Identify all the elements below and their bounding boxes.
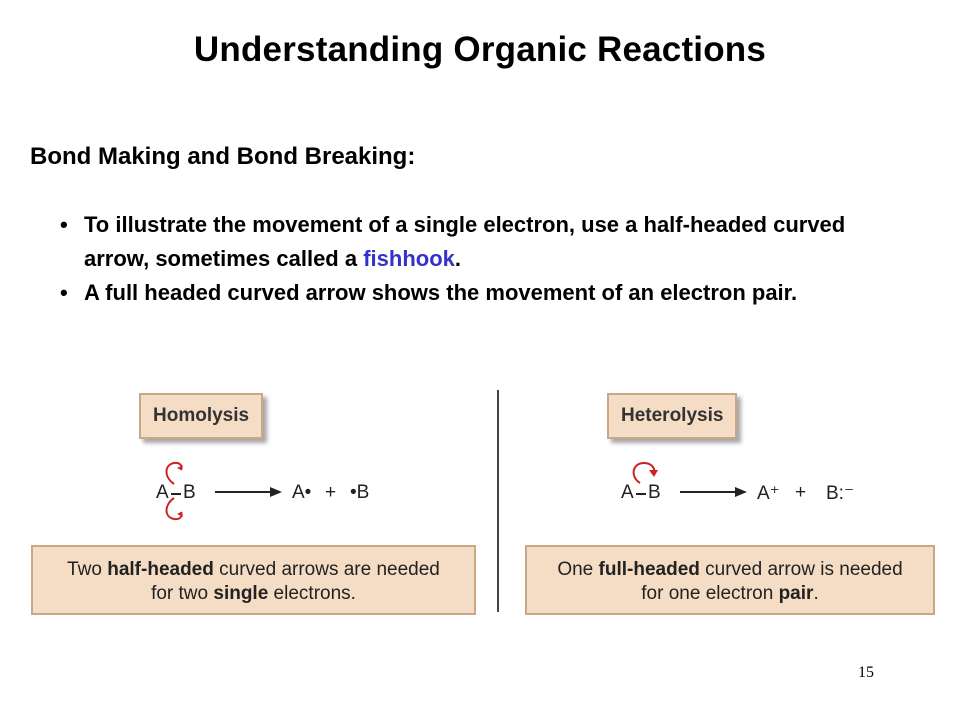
heterolysis-label: Heterolysis <box>607 393 737 439</box>
homolysis-reactant-b: B <box>183 482 196 503</box>
caption-text: curved arrow is needed <box>699 559 903 580</box>
bullet-item-full-headed <box>60 276 900 310</box>
heterolysis-reaction-arrow <box>680 491 736 493</box>
caption-text: curved arrows are needed <box>213 559 440 580</box>
caption-bold: pair <box>778 583 814 604</box>
homolysis-label: Homolysis <box>139 393 263 439</box>
homolysis-caption <box>31 545 476 615</box>
panel-divider <box>497 390 499 612</box>
heterolysis-plus: + <box>795 482 807 503</box>
heterolysis-reactant-b: B <box>648 482 661 503</box>
heterolysis-product-a: A⁺ <box>757 483 780 504</box>
homolysis-reaction-arrowhead <box>270 487 282 497</box>
caption-text: . <box>813 583 819 604</box>
homolysis-product-a: A• <box>292 482 312 503</box>
homolysis-fishhook-arrows-icon <box>150 455 195 525</box>
caption-bold: single <box>213 583 269 604</box>
homolysis-plus: + <box>325 482 337 503</box>
bullet-text-end: . <box>454 246 461 271</box>
homolysis-product-b: •B <box>350 482 370 503</box>
fishhook-term: fishhook <box>363 246 455 271</box>
heterolysis-caption <box>525 545 935 615</box>
heterolysis-product-b: B:⁻ <box>826 483 854 504</box>
caption-bold: half-headed <box>107 559 214 580</box>
homolysis-reactant-a: A <box>156 482 169 503</box>
caption-text: One <box>557 559 599 580</box>
caption-text: electrons. <box>268 583 356 604</box>
page-number: 15 <box>858 664 874 681</box>
bullet-item-fishhook <box>60 208 900 276</box>
heterolysis-reaction-arrowhead <box>735 487 747 497</box>
heterolysis-curved-arrow-icon <box>620 455 665 495</box>
caption-text: for two <box>151 583 214 604</box>
bullet-text: To illustrate the movement of a single electron, use a half-headed curved arrow, sometimes called a <box>84 212 846 271</box>
homolysis-reaction-arrow <box>215 491 271 493</box>
bullet-list <box>60 208 900 310</box>
caption-text: for one electron <box>641 583 779 604</box>
caption-bold: full-headed <box>598 559 700 580</box>
bullet-dot: • <box>60 212 68 237</box>
section-heading: Bond Making and Bond Breaking: <box>30 143 416 170</box>
heterolysis-reactant-a: A <box>621 482 634 503</box>
bullet-text: A full headed curved arrow shows the movement of an electron pair. <box>84 280 798 305</box>
caption-text: Two <box>67 559 108 580</box>
slide-title: Understanding Organic Reactions <box>193 30 767 69</box>
bullet-dot: • <box>60 280 68 305</box>
